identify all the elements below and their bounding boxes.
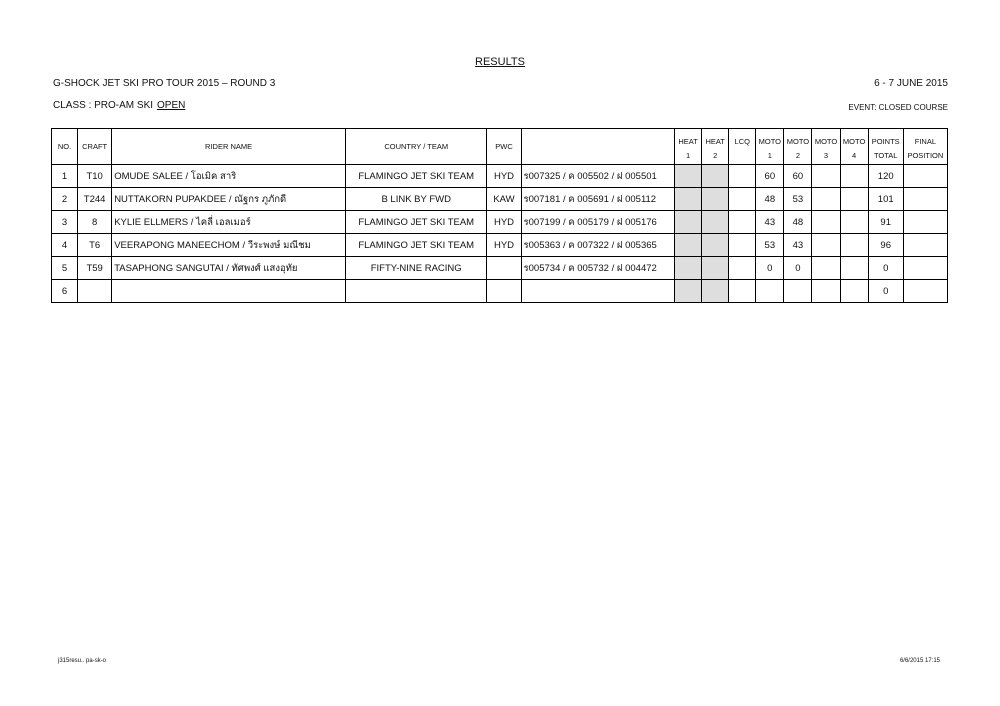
cell-rider-name: VEERAPONG MANEECHOM / วีระพงษ์ มณีชม (112, 234, 346, 257)
cell-moto-3 (812, 188, 840, 211)
cell-heat-2 (702, 211, 729, 234)
header-row-1 (52, 129, 948, 148)
cell-moto-2: 48 (784, 211, 812, 234)
cell-no: 1 (52, 165, 78, 188)
cell-registration: ร005363 / ค 007322 / ฝ 005365 (521, 234, 675, 257)
cell-lcq (729, 234, 756, 257)
cell-position (903, 234, 947, 257)
cell-craft: 8 (78, 211, 112, 234)
header-moto-2-num: 2 (784, 147, 812, 165)
header-moto-3-num: 3 (812, 147, 840, 165)
cell-heat-1 (675, 257, 702, 280)
cell-total: 91 (868, 211, 903, 234)
cell-heat-2 (702, 188, 729, 211)
cell-registration: ร007181 / ค 005691 / ฝ 005112 (521, 188, 675, 211)
header-heat-2-num: 2 (702, 147, 729, 165)
cell-moto-3 (812, 257, 840, 280)
header-no: NO. (52, 129, 78, 165)
cell-moto-4 (840, 234, 868, 257)
header-country-team: COUNTRY / TEAM (345, 129, 486, 165)
cell-heat-2 (702, 280, 729, 303)
table-row (52, 188, 948, 211)
cell-craft: T59 (78, 257, 112, 280)
cell-team: B LINK BY FWD (345, 188, 486, 211)
header-heat-2: HEAT (702, 129, 729, 148)
cell-team: FIFTY-NINE RACING (345, 257, 486, 280)
cell-heat-1 (675, 165, 702, 188)
page-title: RESULTS (475, 56, 525, 68)
cell-moto-4 (840, 211, 868, 234)
class-label: CLASS : PRO-AM SKI (53, 100, 154, 111)
header-moto-2: MOTO (784, 129, 812, 148)
cell-team: FLAMINGO JET SKI TEAM (345, 234, 486, 257)
cell-rider-name: TASAPHONG SANGUTAI / ทัศพงศ์ แสงอุทัย (112, 257, 346, 280)
cell-lcq (729, 257, 756, 280)
cell-moto-1: 0 (756, 257, 784, 280)
cell-moto-1: 43 (756, 211, 784, 234)
cell-position (903, 257, 947, 280)
cell-position (903, 188, 947, 211)
cell-team: FLAMINGO JET SKI TEAM (345, 211, 486, 234)
header-heat-1: HEAT (675, 129, 702, 148)
cell-total: 96 (868, 234, 903, 257)
cell-position (903, 165, 947, 188)
cell-no: 4 (52, 234, 78, 257)
cell-heat-1 (675, 188, 702, 211)
class-line (53, 100, 185, 111)
cell-registration: ร007325 / ค 005502 / ฝ 005501 (521, 165, 675, 188)
cell-pwc: HYD (487, 211, 521, 234)
header-rider-name: RIDER NAME (112, 129, 346, 165)
cell-total: 101 (868, 188, 903, 211)
header-total: TOTAL (868, 147, 903, 165)
cell-craft (78, 280, 112, 303)
header-moto-4-num: 4 (840, 147, 868, 165)
cell-pwc: KAW (487, 188, 521, 211)
cell-moto-1: 60 (756, 165, 784, 188)
cell-moto-1: 48 (756, 188, 784, 211)
cell-team (345, 280, 486, 303)
cell-pwc (487, 280, 521, 303)
cell-position (903, 280, 947, 303)
cell-rider-name: KYLIE ELLMERS / ไคลี่ เอลเมอร์ (112, 211, 346, 234)
cell-heat-1 (675, 211, 702, 234)
cell-rider-name: OMUDE SALEE / โอเมิค สาริ (112, 165, 346, 188)
table-row (52, 280, 948, 303)
cell-moto-4 (840, 165, 868, 188)
cell-team: FLAMINGO JET SKI TEAM (345, 165, 486, 188)
results-table (51, 128, 948, 303)
cell-registration: ร007199 / ค 005179 / ฝ 005176 (521, 211, 675, 234)
table-row (52, 234, 948, 257)
header-craft: CRAFT (78, 129, 112, 165)
header-moto-4: MOTO (840, 129, 868, 148)
cell-moto-1 (756, 280, 784, 303)
cell-no: 6 (52, 280, 78, 303)
header-points: POINTS (868, 129, 903, 148)
cell-no: 5 (52, 257, 78, 280)
cell-craft: T244 (78, 188, 112, 211)
cell-no: 3 (52, 211, 78, 234)
class-value: OPEN (157, 100, 186, 111)
header-pwc: PWC (487, 129, 521, 165)
table-row (52, 211, 948, 234)
table-row (52, 165, 948, 188)
cell-registration (521, 280, 675, 303)
header-lcq-blank (729, 147, 756, 165)
cell-rider-name: NUTTAKORN PUPAKDEE / ณัฐกร ภูภักดี (112, 188, 346, 211)
cell-moto-2: 0 (784, 257, 812, 280)
cell-moto-2: 43 (784, 234, 812, 257)
header-heat-1-num: 1 (675, 147, 702, 165)
event-date: 6 - 7 JUNE 2015 (874, 78, 948, 89)
cell-moto-1: 53 (756, 234, 784, 257)
header-moto-1: MOTO (756, 129, 784, 148)
cell-heat-1 (675, 234, 702, 257)
cell-lcq (729, 165, 756, 188)
table-row (52, 257, 948, 280)
cell-moto-4 (840, 280, 868, 303)
cell-craft: T6 (78, 234, 112, 257)
cell-moto-4 (840, 188, 868, 211)
cell-heat-2 (702, 165, 729, 188)
cell-total: 0 (868, 280, 903, 303)
cell-pwc (487, 257, 521, 280)
header-moto-1-num: 1 (756, 147, 784, 165)
event-type: EVENT: CLOSED COURSE (848, 103, 948, 112)
cell-moto-2: 53 (784, 188, 812, 211)
header-position: POSITION (903, 147, 947, 165)
cell-registration: ร005734 / ค 005732 / ฝ 004472 (521, 257, 675, 280)
cell-total: 0 (868, 257, 903, 280)
header-lcq: LCQ (729, 129, 756, 148)
cell-heat-1 (675, 280, 702, 303)
header-moto-3: MOTO (812, 129, 840, 148)
cell-no: 2 (52, 188, 78, 211)
cell-lcq (729, 211, 756, 234)
cell-lcq (729, 188, 756, 211)
cell-moto-3 (812, 234, 840, 257)
cell-moto-2 (784, 280, 812, 303)
cell-pwc: HYD (487, 234, 521, 257)
cell-moto-2: 60 (784, 165, 812, 188)
event-name: G-SHOCK JET SKI PRO TOUR 2015 – ROUND 3 (53, 78, 276, 89)
cell-total: 120 (868, 165, 903, 188)
cell-lcq (729, 280, 756, 303)
cell-moto-3 (812, 280, 840, 303)
cell-heat-2 (702, 257, 729, 280)
cell-rider-name (112, 280, 346, 303)
header-registration (521, 129, 675, 165)
cell-moto-3 (812, 211, 840, 234)
cell-position (903, 211, 947, 234)
cell-moto-4 (840, 257, 868, 280)
footer-timestamp: 6/6/2015 17:15 (899, 658, 940, 664)
cell-pwc: HYD (487, 165, 521, 188)
cell-heat-2 (702, 234, 729, 257)
cell-craft: T10 (78, 165, 112, 188)
header-final: FINAL (903, 129, 947, 148)
cell-moto-3 (812, 165, 840, 188)
footer-filename: j315resu.. pa-sk-o (58, 658, 107, 664)
